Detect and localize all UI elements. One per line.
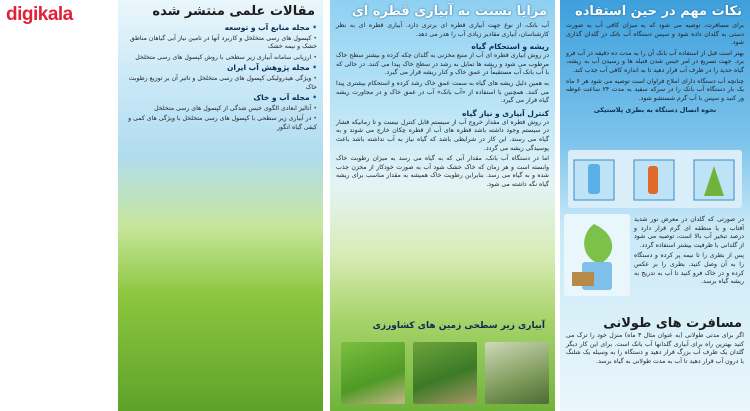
tips-para-4: در صورتی که گلدان در معرض نور شدید آفتاب و یا منطقه ای گرم قرار دارد و درصد تبخیر آب بالا است، توصیه می شود از گلدانی با ظرفیت بیشتر استفاده گردد.	[634, 216, 744, 249]
root-text	[336, 52, 549, 106]
tips-para-2: بهتر است قبل از استفاده آب بانک آن را به مدت ده دقیقه در آب فرو برد. جهت تسریع در امر خیس شدن فتیله ها و رسیدن آب به ریشه، گیاه جدید را در ظرف آب قرار دهید تا به اندازه کافی آب جذب کند.	[566, 49, 744, 74]
bottle-steps-icon	[568, 150, 742, 208]
control-text	[336, 119, 549, 190]
root-para-2: به همین دلیل ریشه های گیاه به سمت عمق خاک رشد کرده و استحکام بیشتری پیدا می کنند. همچنین با استفاده از «آب بانک» آب در عمق خاک و در مجاورت ریشه گیاه قرار می گیرد.	[336, 79, 549, 105]
digikala-logo[interactable]: digikala	[6, 4, 73, 25]
article-item: • ارزیابی سامانه آبیاری زیر سطحی با روش کپسول های رسی متخلخل	[124, 54, 317, 63]
long-trip-text	[566, 332, 744, 368]
long-trip-para: اگر برای مدتی طولانی (به عنوان مثال ۳ ماه) منزل خود را ترک می کنید بهترین راه برای آبیاری گلدانها آب بانک است. برای این کار دیگر گلدان یک ظرف آب بزرگ قرار دهید و دستگاه را به وسیله یک شلنگ با درون آب قرار دهید تا آب به مدت طولانی به گیاه برسد.	[566, 332, 744, 365]
panel-divider	[323, 0, 330, 411]
farmland-photo-3	[341, 342, 405, 404]
advantages-title: مزایا نسبت به آبیاری قطره ای	[351, 4, 547, 19]
tips-para-3: چنانچه آب دستگاه دارای املاح فراوان است توصیه می شود هر ۶ ماه یک بار دستگاه آب بانک را در سرکه سفید به مدت ۲۴ ساعت غوطه ور کنید و سپس با آب گرم شستشو شود.	[566, 77, 745, 102]
plant-bottle-icon	[564, 214, 630, 296]
tips-panel	[560, 0, 750, 411]
tips-text	[566, 22, 744, 103]
tips-para-1: برای مسافرت، توصیه می شود که به میزان کافی آب به صورت دستی به گلدان داده شود و سپس دستگاه آب بانک در گلدان گذاری شود.	[566, 22, 744, 47]
long-trip-title: مسافرت های طولانی	[603, 316, 742, 331]
article-item: • کپسول های رسی متخلخل و کاربرد آنها در تامین نیاز آبی گیاهان مناطق خشک و نیمه خشک	[124, 35, 317, 52]
articles-list	[124, 24, 317, 133]
article-item: • آنالیز ابعادی الگوی خیس شدگی از کپسول های رسی متخلخل	[124, 105, 317, 114]
tips-para-5: پس از بطری را تا نیمه پر کرده و دستگاه را به آن وصل کنید. بطری را بر عکس کرده و در خاک فرو کنید تا آب به تدریج به ریشه گیاه برسد.	[634, 252, 744, 286]
article-label: • مجله آب و خاک	[124, 94, 317, 103]
tips-title: نکات مهم در حین استفاده	[575, 4, 742, 19]
control-para-2: اما در دستگاه آب بانک، مقدار آبی که به گیاه می رسد به میزان رطوبت خاک وابسته است و هر زمان که خاک خشک شود آب به صورت خودکار از مخزن جذب شده و به گیاه می رسد. بنابراین رطوبت خاک همیشه به مقدار مناسب برای ریشه گیاه نگه داشته می شود.	[336, 155, 549, 188]
article-label: • مجله منابع آب و توسعه	[124, 24, 317, 33]
articles-panel	[118, 0, 323, 411]
article-item: • ویژگی هیدرولیکی کپسول های رسی متخلخل و تاثیر آن بر توزیع رطوبت خاک	[124, 75, 317, 92]
advantages-intro: آب بانک، از نوع جهت آبیاری قطره ای برتری دارد. آبیاری قطره ای به نظر کارشناسان، آبیاری مقادیر زیادی آب را هدر می دهد.	[336, 22, 549, 38]
control-heading: کنترل آبیاری و نیاز گیاه	[462, 108, 549, 118]
article-item: • در آبیاری زیر سطحی با کپسول های رسی متخلخل با ویژگی های کمی و کیفی گیاه انگور	[124, 115, 317, 132]
plant-illustration	[564, 214, 630, 296]
farmland-photo-2	[413, 342, 477, 404]
panel-divider	[111, 0, 118, 411]
advantages-panel	[330, 0, 555, 411]
bottle-illustration	[568, 150, 742, 208]
article-label: • مجله پژوهش آب ایران	[124, 64, 317, 73]
control-para-1: در روش قطره ای مقدار خروج آب از سیستم قابل کنترل نیست و تا زمانیکه فشار در سیستم وجود داشته باشد قطره های آب از قطره چکان خارج می شوند و به گیاه می رسند. این کار در شرایطی باشد که گیاه نیاز به آب نداشته باشد باعث پوسیدگی ریشه می گردد.	[336, 118, 549, 152]
root-heading: ریشه و استحکام گیاه	[471, 42, 549, 52]
farmland-caption: آبیاری زیر سطحی زمین های کشاورزی	[372, 321, 545, 331]
advantages-text	[336, 22, 549, 39]
root-para-1: در روش آبیاری قطره ای آب از منبع مخزنی به گلدان چکه کرده و بیشتر سطح خاک مرطوب می شود و ریشه ها تمایل به رشد در سطح خاک پیدا می کنند. در حالی که با آب بانک آب مستقیماً در عمق خاک و کنار ریشه قرار می گیرد.	[336, 52, 549, 77]
farmland-photo-1	[485, 342, 549, 404]
tips-text-2	[634, 216, 744, 289]
bottle-caption: نحوه اتصال دستگاه به بطری پلاستیکی	[593, 106, 717, 115]
articles-title: مقالات علمی منتشر شده	[152, 4, 315, 19]
